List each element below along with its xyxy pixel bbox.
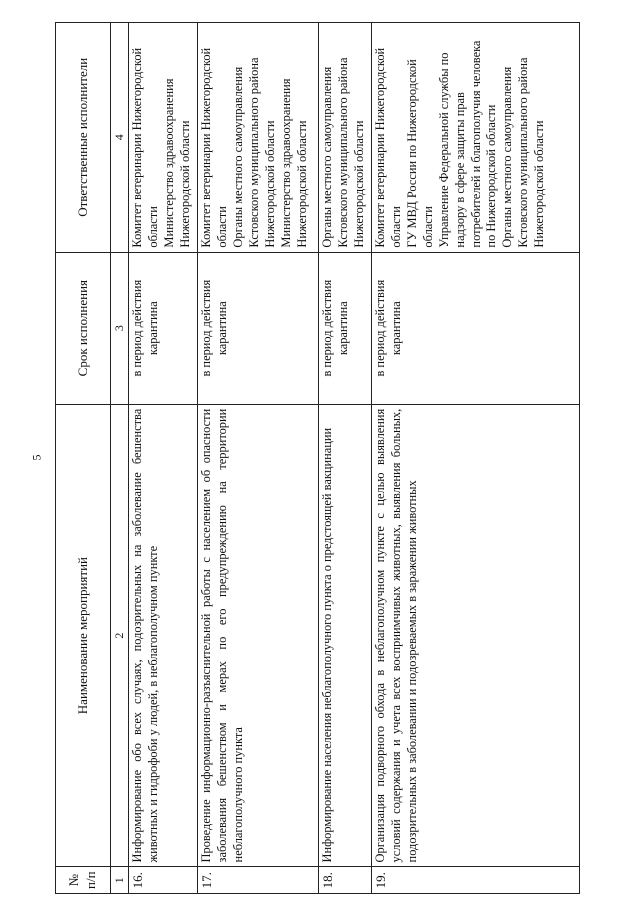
table-row (129, 23, 198, 894)
row-number: 17. (198, 867, 319, 894)
column-index-row (111, 23, 129, 894)
row-number: 18. (319, 867, 372, 894)
measure-name: Информирование обо всех случаях, подозрительных на заболевание бешенства животных и гидрофоби у людей, в неблагополучном пункте (129, 404, 198, 867)
header-num: № п/п (56, 867, 111, 894)
rotated-page-area (55, 22, 603, 894)
column-index: 4 (111, 23, 129, 253)
responsible-executors (319, 23, 372, 253)
table-row (198, 23, 319, 894)
executor: Комитет ветеринарии Нижегородской области (130, 47, 161, 248)
executor: Управление Федеральной службы по надзору в сфере защиты прав потребителей и благополучия человека по Нижегородской области (436, 40, 499, 248)
responsible-executors (372, 23, 580, 253)
executor: ГУ МВД России по Нижегородской области (405, 59, 435, 248)
executor: Органы местного самоуправления Кстовского муниципального района Нижегородской области (500, 57, 547, 248)
measure-term: в период действия карантина (372, 252, 580, 404)
measure-name: Организация подворного обхода в неблагополучном пункте с целью выявления условий содержания и учета всех восприимчивых животных, выявления больных, подозрительных в заболевании и подозреваемых в заражении животных (372, 404, 580, 867)
column-index: 2 (111, 404, 129, 867)
executor: Министерство здравоохранения Нижегородской области (162, 78, 192, 248)
header-name: Наименование мероприятий (56, 404, 111, 867)
executor: Министерство здравоохранения Нижегородской области (278, 78, 309, 248)
header-resp: Ответственные исполнители (56, 23, 111, 253)
page-number: 5 (29, 454, 44, 461)
executor: Комитет ветеринарии Нижегородской области (199, 47, 230, 248)
table-container (55, 22, 603, 894)
row-number: 19. (372, 867, 580, 894)
responsible-executors (198, 23, 319, 253)
executor: Органы местного самоуправления Кстовского муниципального района Нижегородской области (320, 57, 367, 248)
measure-term: в период действия карантина (198, 252, 319, 404)
measure-name: Проведение информационно-разъяснительной работы с населением об опасности заболевания бешенством и мерах по его предупреждению на территории неблагополучного пункта (198, 404, 319, 867)
responsible-executors (129, 23, 198, 253)
row-number: 16. (129, 867, 198, 894)
executor: Комитет ветеринарии Нижегородской области (373, 47, 404, 248)
column-index: 1 (111, 867, 129, 894)
table-row (372, 23, 580, 894)
column-index: 3 (111, 252, 129, 404)
measure-term: в период действия карантина (129, 252, 198, 404)
measure-name: Информирование населения неблагополучного пункта о предстоящей вакцинации (319, 404, 372, 867)
table-header-row (56, 23, 111, 894)
executor: Органы местного самоуправления Кстовского муниципального района Нижегородской области (231, 57, 277, 248)
measures-table (55, 22, 580, 894)
header-term: Срок исполнения (56, 252, 111, 404)
measure-term: в период действия карантина (319, 252, 372, 404)
table-row (319, 23, 372, 894)
